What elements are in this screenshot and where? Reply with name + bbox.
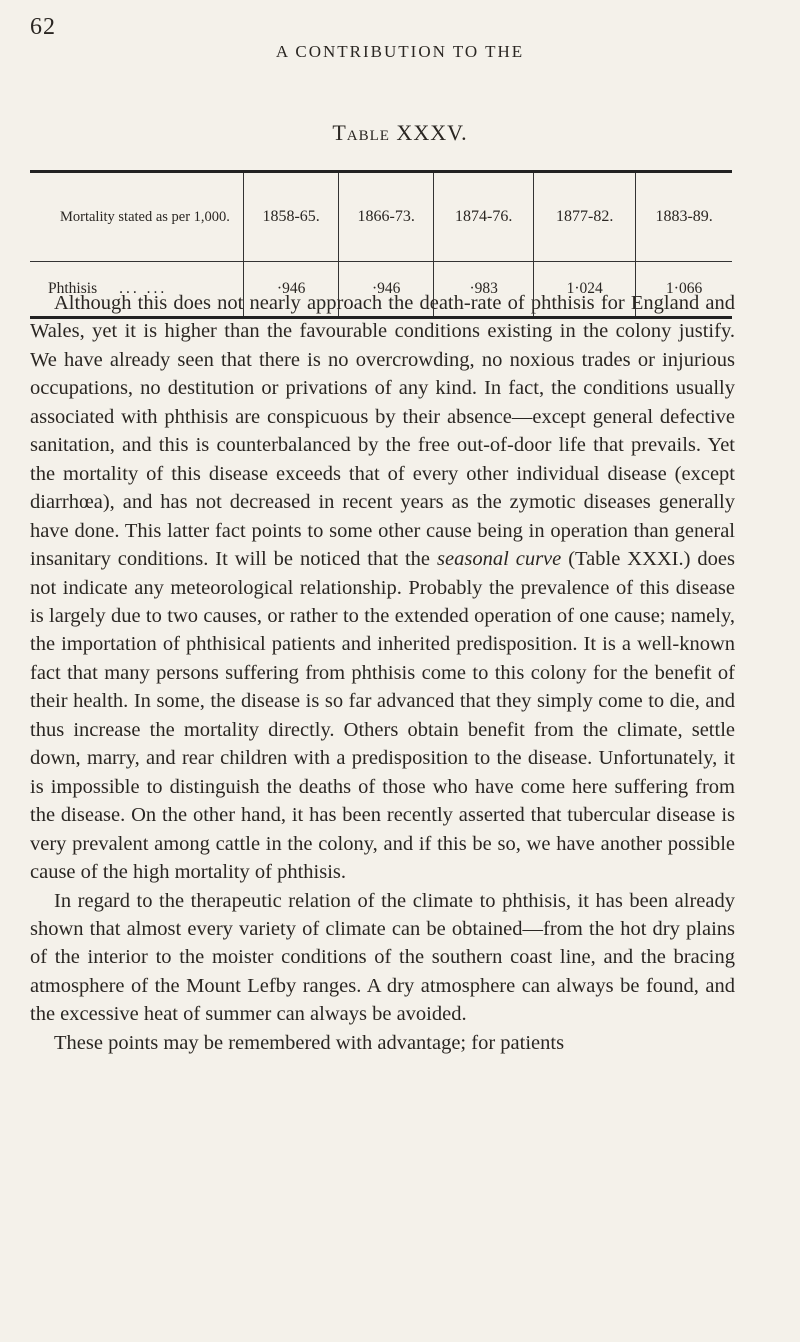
- table-cell: ·983: [434, 262, 534, 318]
- table-column-header: 1866-73.: [339, 172, 434, 262]
- table-header-row: [30, 172, 732, 262]
- paragraph-text: Although this does not nearly approach the death-rate of phthisis for England and Wales, yet it is higher than the favourable conditions existing in the colony justify. We have already seen that there is no overcrowding, no noxious trades or injurious occupations, no destitution or privations of any kind. In fact, the conditions usually associated with phthisis are conspicuous by their absence—except general defective sanitation, and this is counterbalanced by the free out-of-door life that prevails. Yet the mortality of this disease exceeds that of every other individual disease (except diarrhœa), and has not decreased in recent years as the zymotic diseases generally have done. This latter fact points to some other cause being in operation than general insanitary conditions. It will be noticed that the: [30, 292, 735, 571]
- page-number: 62: [30, 14, 56, 40]
- table-corner-header: Mortality stated as per 1,000.: [60, 209, 230, 225]
- table-cell: ·946: [244, 262, 339, 318]
- body-text: [30, 289, 735, 1057]
- row-label: Phthisis: [48, 280, 98, 297]
- table-column-header: 1874-76.: [434, 172, 534, 262]
- table-cell: 1·024: [534, 262, 636, 318]
- paragraph: In regard to the therapeutic relation of the climate to phthisis, it has been already shown that almost every variety of climate can be obtained—from the hot dry plains of the interior to the moister conditions of the southern coast line, and the bracing atmosphere of the Mount Lefby ranges. A dry atmosphere can always be found, and the excessive heat of summer can always be avoided.: [30, 889, 735, 1026]
- table-title: Table XXXV.: [332, 120, 468, 145]
- dot-leader: ... ...: [119, 280, 168, 297]
- table-column-header: 1883-89.: [636, 172, 732, 262]
- table-cell: ·946: [339, 262, 434, 318]
- paragraph: These points may be remembered with advantage; for patients: [54, 1031, 565, 1054]
- paragraph: [30, 289, 735, 887]
- italic-phrase: seasonal curve: [437, 548, 562, 571]
- running-head: A CONTRIBUTION TO THE: [275, 42, 525, 61]
- paragraph-text: (Table XXXI.) does not indicate any meteorological relationship. Probably the prevalence of this disease is largely due to two causes, or rather to the extended operation of one cause; namely, the importation of phthisical patients and inherited predisposition. It is a well-known fact that many persons suffering from phthisis come to this colony for the benefit of their health. In some, the disease is so far advanced that they simply come to die, and thus increase the mortality directly. Others obtain benefit from the climate, settle down, marry, and rear children with a predisposition to the disease. Unfortunately, it is impossible to distinguish the deaths of those who have come here suffering from the disease. On the other hand, it has been recently asserted that tubercular disease is very prevalent among cattle in the colony, and if this be so, we have another possible cause of the high mortality of phthisis.: [30, 548, 735, 884]
- table-column-header: 1877-82.: [534, 172, 636, 262]
- table-column-header: 1858-65.: [244, 172, 339, 262]
- table-cell: 1·066: [636, 262, 732, 318]
